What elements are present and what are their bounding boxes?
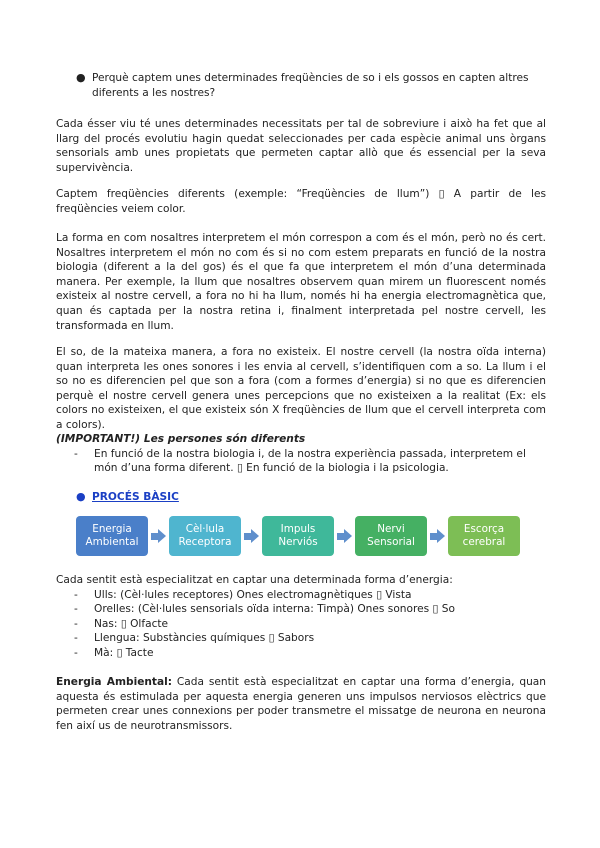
- step-label-line1: Nervi: [377, 523, 405, 535]
- important-heading: (IMPORTANT!) Les persones són diferents: [56, 433, 306, 445]
- bullet-dot-icon: ●: [76, 490, 86, 503]
- sense-item-text: Llengua: Substàncies químiques ▯ Sabors: [94, 632, 315, 645]
- list-item: [74, 646, 546, 661]
- energia-label: Energia Ambiental:: [56, 676, 173, 688]
- process-flow-diagram: [76, 516, 516, 556]
- dash-mark: -: [74, 588, 78, 601]
- list-item: [74, 602, 546, 617]
- proces-basic-link[interactable]: PROCÉS BÀSIC: [92, 491, 179, 503]
- paragraph-energia-ambiental: [56, 675, 546, 733]
- step-label-line1: Impuls: [280, 523, 316, 535]
- step-label-line2: Ambiental: [85, 536, 139, 548]
- energia-text: Cada sentit està especialitzat en captar una forma d’energia, quan aquesta és estimulada per aquesta energia generen uns impulsos nerviosos elèctrics que permeten crear unes connexions per poder transmetre el missatge de neurona en neurona fen així us de neurotransmissors.: [56, 676, 546, 732]
- step-box-escorca-cerebral: [448, 516, 520, 556]
- dash-mark: -: [74, 603, 78, 616]
- step-label-line2: Nerviós: [278, 536, 318, 548]
- step-box-energia-ambiental: [76, 516, 148, 556]
- sense-item-text: Nas: ▯ Olfacte: [94, 617, 169, 630]
- list-item: [74, 617, 546, 632]
- dash-mark: -: [74, 646, 78, 659]
- important-section: [56, 432, 546, 476]
- sense-item-text: Mà: ▯ Tacte: [94, 646, 154, 659]
- step-label-line1: Escorça: [463, 523, 505, 535]
- step-label-line1: Energia: [92, 523, 132, 535]
- dash-mark: -: [74, 632, 78, 645]
- bullet-dot-icon: ●: [76, 71, 86, 84]
- dash-mark: -: [74, 617, 78, 630]
- senses-section: [56, 573, 546, 661]
- proces-basic-bullet: [76, 490, 548, 505]
- step-label-line1: Cèl·lula: [185, 523, 225, 535]
- step-label-line2: Receptora: [178, 536, 232, 548]
- step-box-cellula-receptora: [169, 516, 241, 556]
- important-item: [74, 447, 546, 476]
- paragraph-survival: Cada ésser viu té unes determinades necessitats per tal de sobreviure i això ha fet que al llarg del procés evolutiu hagin quedat seleccionades per cada espècie animal uns òrgans sensorials amb unes propietats que permeten captar allò que és essencial per la seva supervivència.: [56, 118, 546, 174]
- step-label-line2: Sensorial: [367, 536, 415, 548]
- important-item-text: En funció de la nostra biologia i, de la nostra experiència passada, interpretem el món d’una forma diferent. ▯ En funció de la biologia i la psicologia.: [94, 447, 526, 475]
- list-item: [74, 631, 546, 646]
- sense-item-text: Orelles: (Cèl·lules sensorials oïda interna: Timpà) Ones sonores ▯ So: [94, 603, 455, 616]
- paragraph-interpretation: La forma en com nosaltres interpretem el món correspon a com és el món, però no és cert. Nosaltres interpretem el món no com és si no com estem preparats en funció de la nostra biologia (diferent a la del gos) és el que fa que interpretem el món d’una determinada manera. Per exemple, la llum que nosaltres observem quan mirem un fluorescent només existeix al nostre cervell, a fora no hi ha llum, només hi ha energia electromagnètica que, quan és captada per la nostra retina i, finalment interpretada pel nostre cervell, les transformada en llum.: [56, 232, 546, 332]
- senses-list: [74, 588, 546, 661]
- list-item: [74, 588, 546, 603]
- dash-mark: -: [74, 447, 78, 460]
- step-box-nervi-sensorial: [355, 516, 427, 556]
- intro-bullet: [76, 71, 548, 100]
- paragraph-frequencies: Captem freqüències diferents (exemple: “Freqüències de llum”) ▯ A partir de les freqüències veiem color.: [56, 188, 546, 215]
- step-box-impuls-nervios: [262, 516, 334, 556]
- senses-intro: Cada sentit està especialitzat en captar una determinada forma d’energia:: [56, 574, 453, 586]
- paragraph-sound: El so, de la mateixa manera, a fora no existeix. El nostre cervell (la nostra oïda interna) quan interpreta les ones sonores i les envia al cervell, s’identifiquen com a so. La llum i el so no es diferencien pel que son a fora (com a formes d’energia) si no que es diferencien perquè el nostre cervell genera unes percepcions que no existeixen a la realitat (Ex: els colors no existeixen, el que existeix són X freqüències de llum que el cervell interpreta com a colors).: [56, 346, 546, 431]
- sense-item-text: Ulls: (Cèl·lules receptores) Ones electromagnètiques ▯ Vista: [94, 588, 412, 601]
- intro-bullet-text: Perquè captem unes determinades freqüències de so i els gossos en capten altres diferents a les nostres?: [92, 72, 529, 99]
- step-label-line2: cerebral: [462, 536, 506, 548]
